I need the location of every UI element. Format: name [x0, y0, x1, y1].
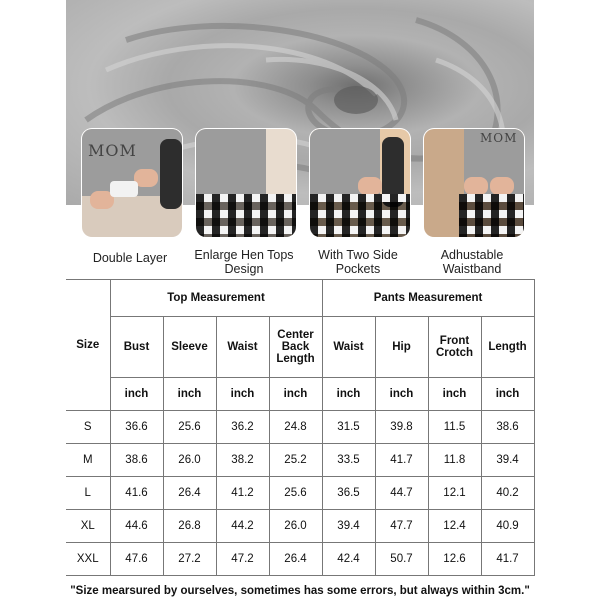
table-row — [66, 477, 534, 510]
table-cell: 44.7 — [375, 477, 428, 510]
size-cell: XL — [66, 510, 110, 543]
table-cell: 42.4 — [322, 543, 375, 576]
table-cell: 40.9 — [481, 510, 534, 543]
table-cell: 12.4 — [428, 510, 481, 543]
feature-caption-hen-tops: Enlarge Hen Tops Design — [194, 248, 294, 276]
unit-cell: inch — [481, 378, 534, 411]
table-cell: 12.6 — [428, 543, 481, 576]
unit-cell: inch — [110, 378, 163, 411]
table-cell: 47.7 — [375, 510, 428, 543]
size-cell: S — [66, 411, 110, 444]
table-cell: 25.6 — [269, 477, 322, 510]
top-measurement-header: Top Measurement — [110, 280, 322, 317]
feature-caption-double-layer: Double Layer — [92, 251, 168, 265]
feature-image-side-pockets — [310, 129, 410, 237]
table-cell: 39.8 — [375, 411, 428, 444]
table-row — [66, 510, 534, 543]
table-cell: 26.8 — [163, 510, 216, 543]
size-cell: XXL — [66, 543, 110, 576]
column-header-length: Length — [481, 317, 534, 378]
table-cell: 36.6 — [110, 411, 163, 444]
table-cell: 44.2 — [216, 510, 269, 543]
feature-caption-waistband: Adhustable Waistband — [440, 248, 504, 276]
column-header-front-crotch: Front Crotch — [428, 317, 481, 378]
size-footnote: "Size mearsured by ourselves, sometimes has some errors, but always within 3cm." — [70, 585, 530, 597]
table-cell: 40.2 — [481, 477, 534, 510]
table-cell: 50.7 — [375, 543, 428, 576]
table-cell: 44.6 — [110, 510, 163, 543]
column-header-sleeve: Sleeve — [163, 317, 216, 378]
table-cell: 41.6 — [110, 477, 163, 510]
table-cell: 41.7 — [481, 543, 534, 576]
table-cell: 41.7 — [375, 444, 428, 477]
table-cell: 36.5 — [322, 477, 375, 510]
mom-print: MOM — [88, 141, 137, 160]
table-cell: 38.6 — [110, 444, 163, 477]
unit-cell: inch — [269, 378, 322, 411]
table-cell: 36.2 — [216, 411, 269, 444]
table-cell: 11.5 — [428, 411, 481, 444]
table-cell: 38.2 — [216, 444, 269, 477]
feature-image-double-layer — [82, 129, 182, 237]
table-cell: 47.2 — [216, 543, 269, 576]
table-cell: 41.2 — [216, 477, 269, 510]
size-header: Size — [66, 280, 110, 411]
table-cell: 12.1 — [428, 477, 481, 510]
unit-cell: inch — [163, 378, 216, 411]
table-cell: 27.2 — [163, 543, 216, 576]
table-cell: 47.6 — [110, 543, 163, 576]
feature-image-hen-tops — [196, 129, 296, 237]
column-header-top-waist: Waist — [216, 317, 269, 378]
table-cell: 25.6 — [163, 411, 216, 444]
feature-image-waistband — [424, 129, 524, 237]
table-cell: 11.8 — [428, 444, 481, 477]
table-cell: 39.4 — [322, 510, 375, 543]
table-cell: 24.8 — [269, 411, 322, 444]
table-cell: 38.6 — [481, 411, 534, 444]
size-cell: L — [66, 477, 110, 510]
column-header-pants-waist: Waist — [322, 317, 375, 378]
pants-measurement-header: Pants Measurement — [322, 280, 534, 317]
unit-cell: inch — [375, 378, 428, 411]
unit-cell: inch — [428, 378, 481, 411]
mom-print: MOM — [480, 131, 518, 145]
table-cell: 26.4 — [269, 543, 322, 576]
column-header-center-back-length: Center Back Length — [269, 317, 322, 378]
table-row — [66, 411, 534, 444]
column-header-hip: Hip — [375, 317, 428, 378]
table-cell: 25.2 — [269, 444, 322, 477]
table-row — [66, 444, 534, 477]
size-cell: M — [66, 444, 110, 477]
table-cell: 31.5 — [322, 411, 375, 444]
unit-cell: inch — [216, 378, 269, 411]
table-cell: 33.5 — [322, 444, 375, 477]
table-row — [66, 543, 534, 576]
size-chart-table — [66, 279, 535, 576]
table-cell: 39.4 — [481, 444, 534, 477]
table-cell: 26.4 — [163, 477, 216, 510]
unit-cell: inch — [322, 378, 375, 411]
feature-caption-side-pockets: With Two Side Pockets — [318, 248, 398, 276]
table-cell: 26.0 — [163, 444, 216, 477]
column-header-bust: Bust — [110, 317, 163, 378]
table-cell: 26.0 — [269, 510, 322, 543]
